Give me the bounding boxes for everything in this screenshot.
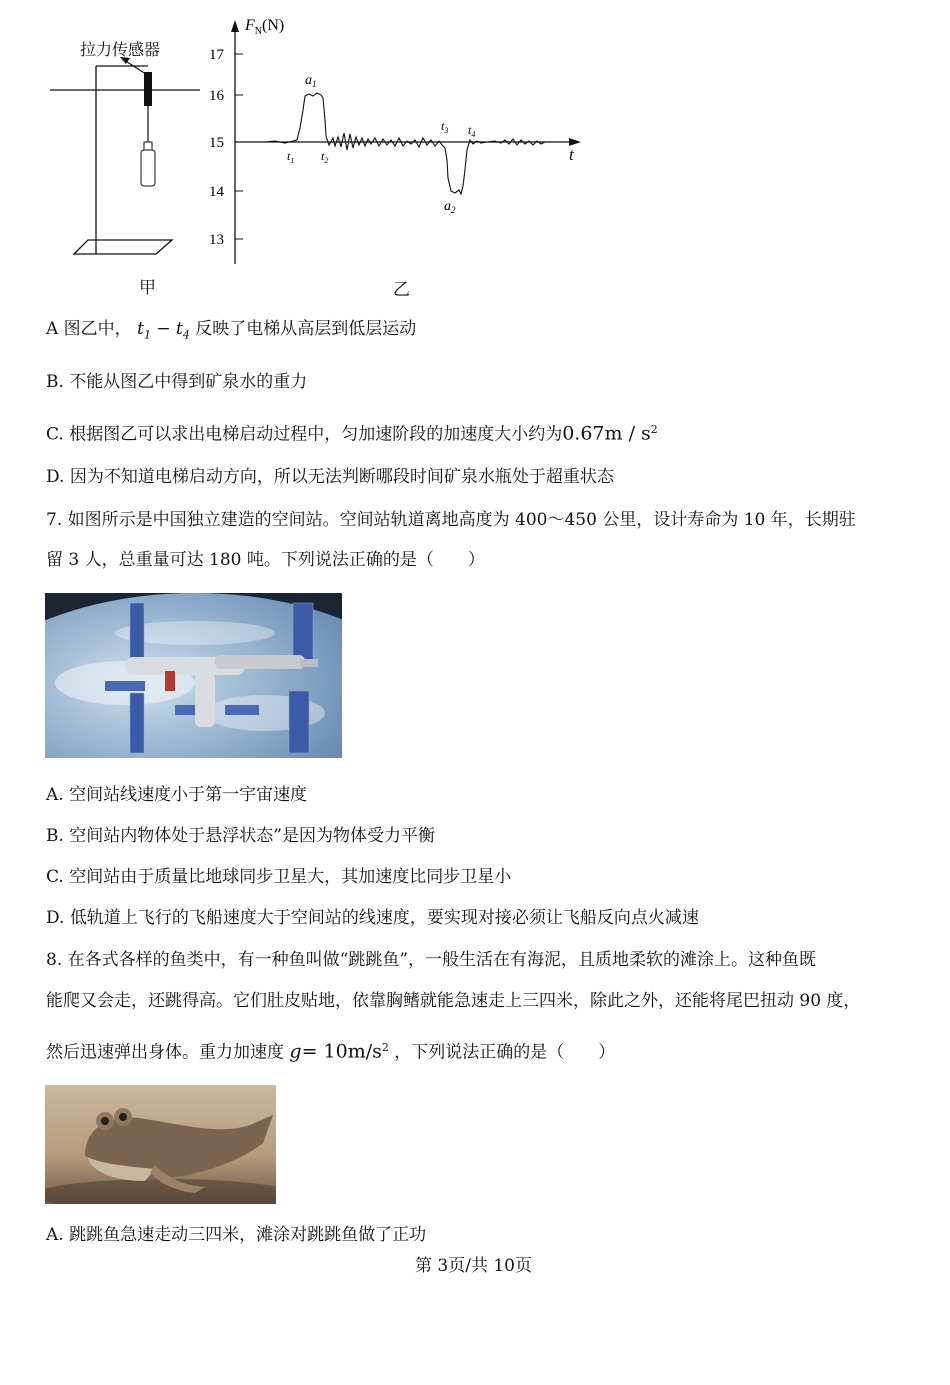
q8-stem-line3: 然后迅速弹出身体。重力加速度 $g= 10m/s^2$ ，下列说法正确的是（ ） [46,1040,616,1063]
water-bottle [141,150,155,186]
caption-left: 甲 [139,278,156,298]
apparatus-label: 拉力传感器 [80,40,161,59]
q7-option-a: A. 空间站线速度小于第一宇宙速度 [46,785,308,805]
y-axis-arrow [231,20,239,32]
space-station-image [45,593,342,758]
bottle-cap [144,142,152,150]
t3-label: $t_3$ [441,119,449,135]
caption-right: 乙 [393,280,410,300]
y-tick-label-14: 14 [209,184,224,200]
q7-option-c: C. 空间站由于质量比地球同步卫星大，其加速度比同步卫星小 [46,867,512,887]
force-time-graph [205,10,595,280]
force-trace [235,93,545,194]
y-tick-label-15: 15 [209,135,224,151]
t2-label: $t_2$ [321,149,329,165]
y-tick-label-13: 13 [209,232,224,248]
y-axis-label: $F_N(N)$ [245,17,285,37]
y-tick-label-16: 16 [209,88,224,104]
a1-label: $a_1$ [305,73,317,89]
q8-stem-line2: 能爬又会走，还跳得高。它们肚皮贴地，依靠胸鳍就能急速走上三四米，除此之外，还能将尾巴扭动 90 度， [46,991,861,1011]
q6-option-a: A 图乙中， $t_1 - t_4$ 反映了电梯从高层到低层运动 [46,319,417,342]
q6-option-c: C. 根据图乙可以求出电梯启动过程中，匀加速阶段的加速度大小约为$0.67m / s^2$ [46,422,658,445]
y-tick-label-17: 17 [209,47,224,63]
sensor-pointer [124,60,146,74]
q8-option-a: A. 跳跳鱼急速走动三四米，滩涂对跳跳鱼做了正功 [46,1225,427,1245]
q7-option-b: B. 空间站内物体处于悬浮状态”是因为物体受力平衡 [46,826,435,846]
apparatus-figure [40,30,220,300]
q7-stem-line1: 7. 如图所示是中国独立建造的空间站。空间站轨道离地高度为 400～450 公里，设计寿命为 10 年，长期驻 [46,510,856,530]
a2-label: $a_2$ [444,199,456,215]
x-axis-label: t [569,145,574,164]
t4-label: $t_4$ [468,123,476,139]
q7-stem-line2: 留 3 人，总重量可达 180 吨。下列说法正确的是（ ） [46,550,485,570]
page-number: 第 3页/共 10页 [415,1256,532,1276]
mudskipper-image [45,1085,276,1204]
q6-option-d: D. 因为不知道电梯启动方向，所以无法判断哪段时间矿泉水瓶处于超重状态 [46,467,614,487]
t1-label: $t_1$ [287,149,295,165]
q8-stem-line1: 8. 在各式各样的鱼类中，有一种鱼叫做“跳跳鱼”，一般生活在有海泥，且质地柔软的滩涂上。这种鱼既 [46,950,817,970]
q6-option-b: B. 不能从图乙中得到矿泉水的重力 [46,372,308,392]
force-sensor [144,72,152,106]
q7-option-d: D. 低轨道上飞行的飞船速度大于空间站的线速度，要实现对接必须让飞船反向点火减速 [46,908,699,928]
stand-base [74,240,172,254]
